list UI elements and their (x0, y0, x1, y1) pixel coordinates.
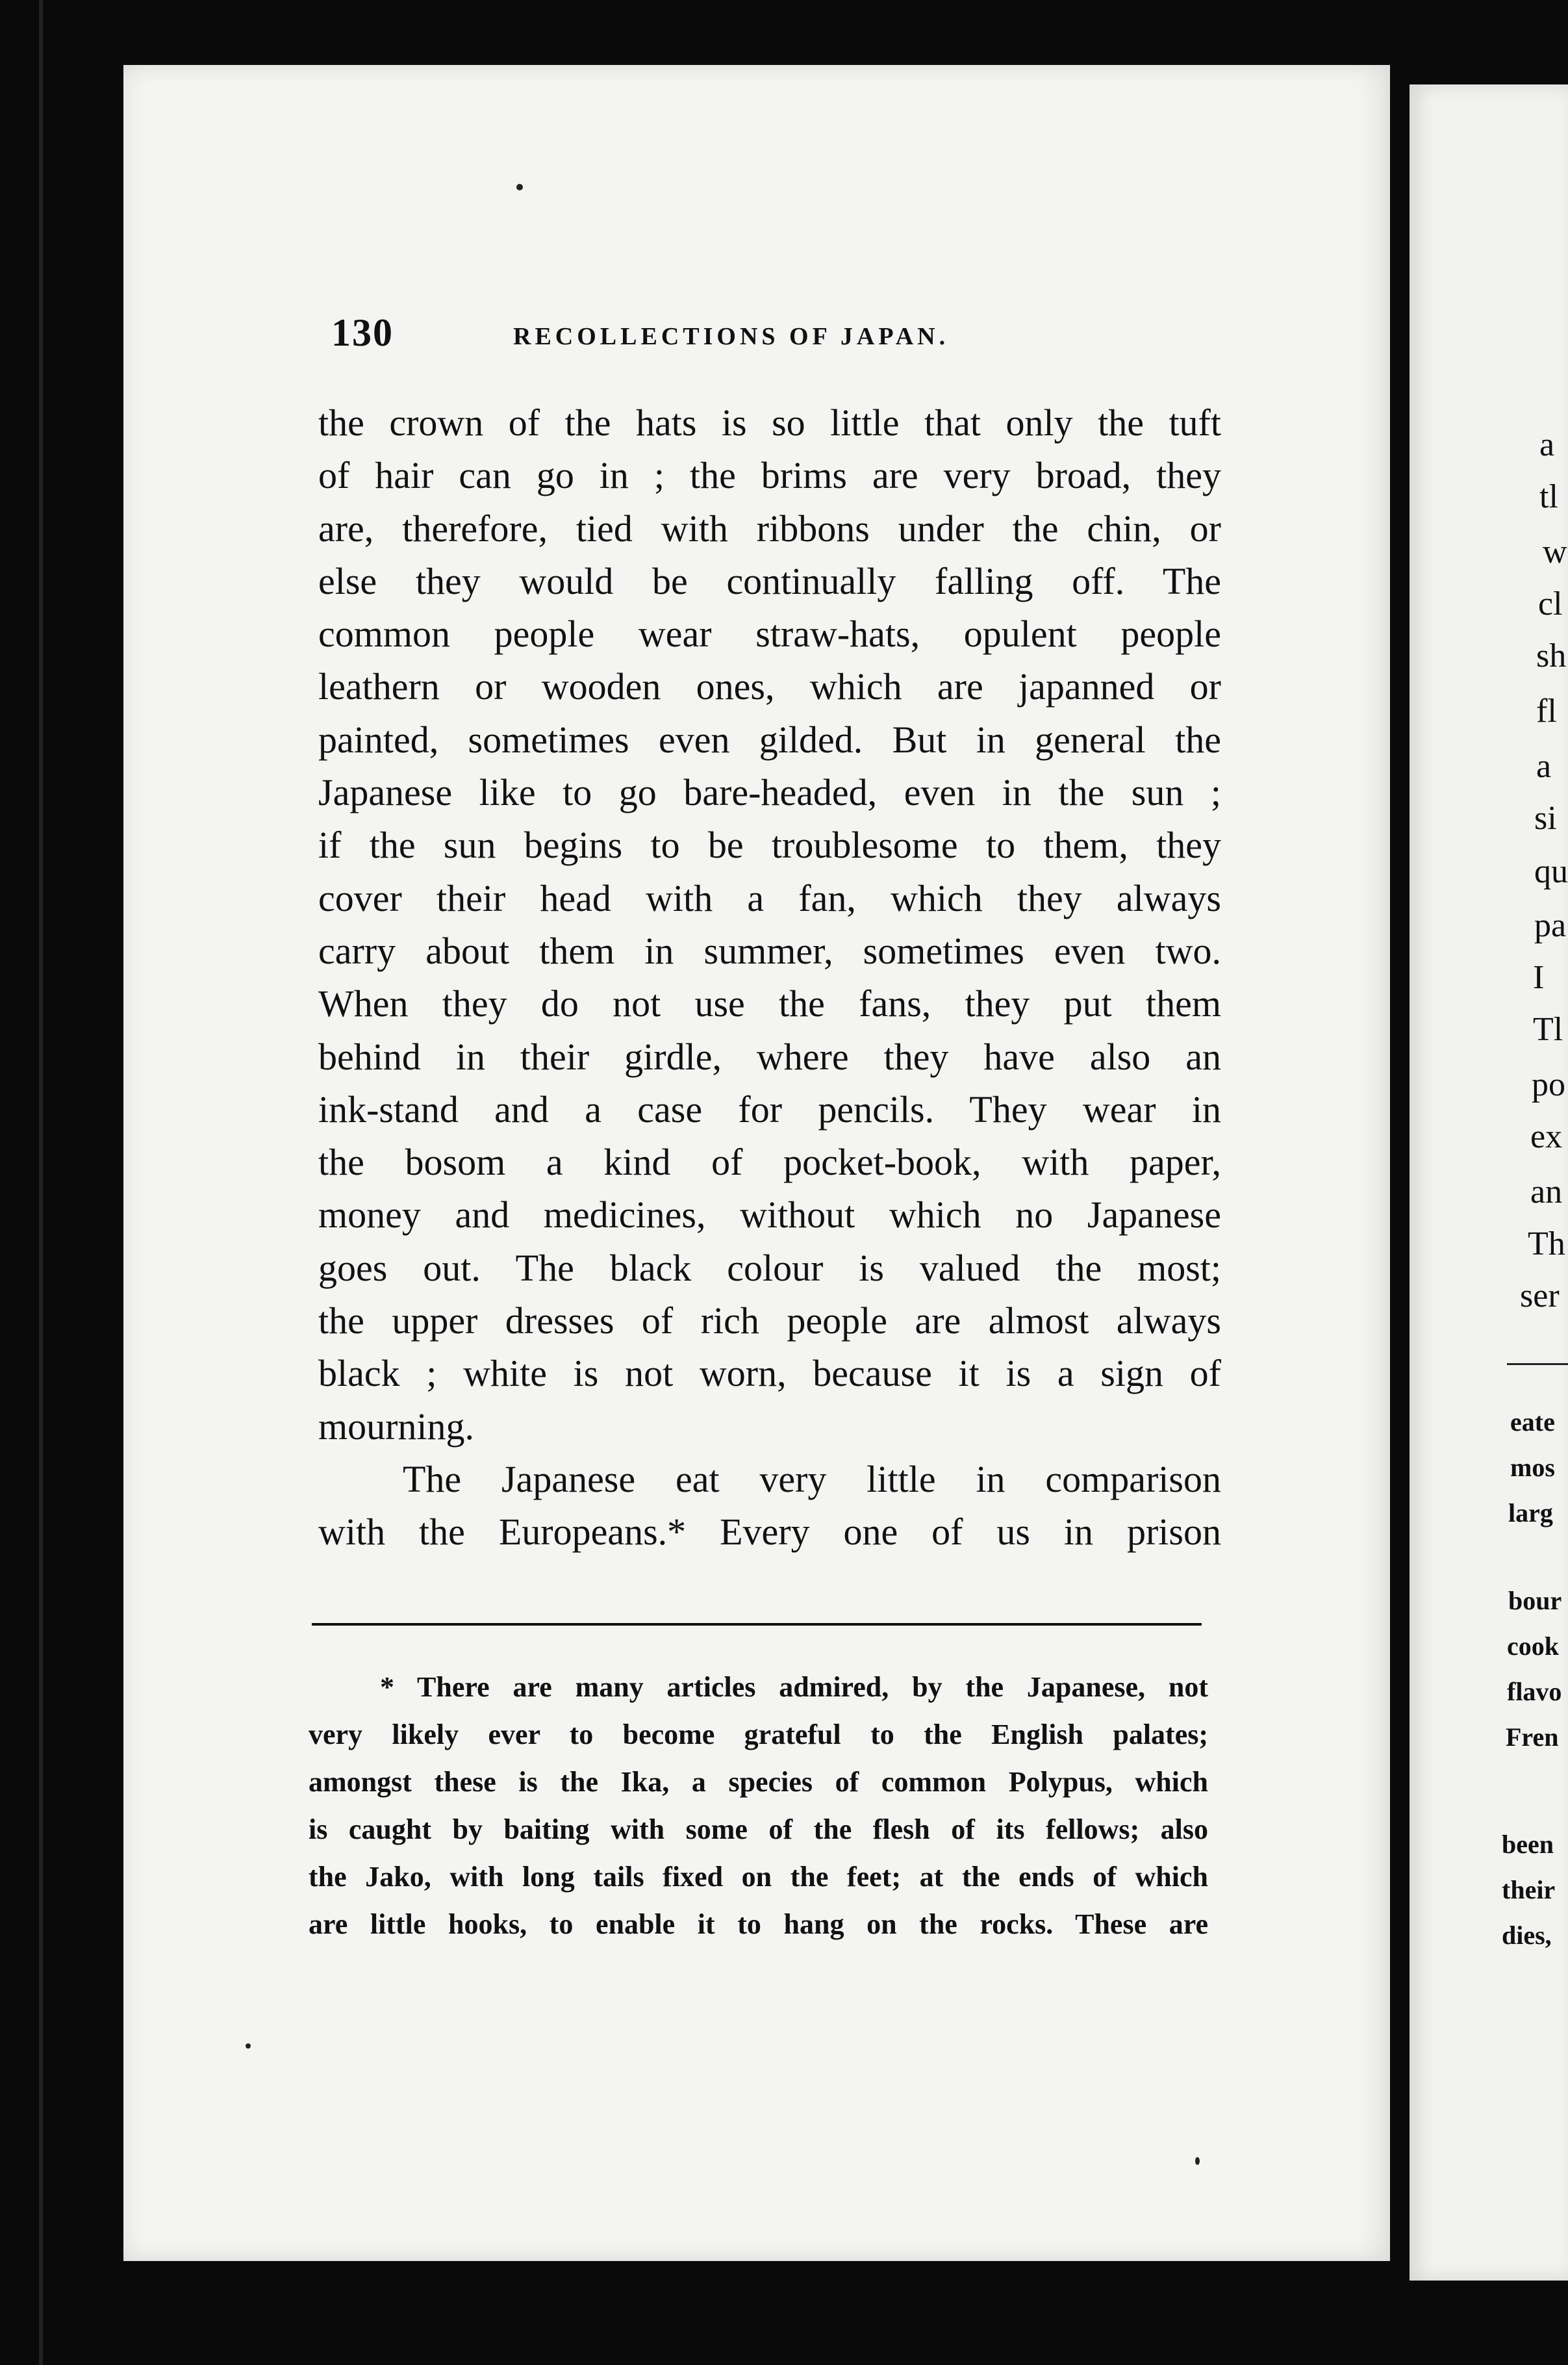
footnote-line: * There are many articles admired, by the Japanese, not (380, 1671, 1208, 1703)
facing-page-fragment: Th (1528, 1225, 1565, 1262)
facing-page-footnote-fragment: their (1502, 1875, 1556, 1904)
facing-page-footnote-fragment: been (1502, 1830, 1554, 1859)
facing-page-fragment: a (1539, 426, 1555, 463)
facing-page-fragment: po (1532, 1066, 1565, 1103)
text-line: else they would be continually falling off. The (318, 559, 1221, 602)
footnote-line: very likely ever to become grateful to the English palates; (309, 1719, 1208, 1750)
text-line: goes out. The black colour is valued the most; (318, 1246, 1221, 1289)
text-line: behind in their girdle, where they have also an (318, 1035, 1221, 1078)
facing-page-footnote-fragment: Fren (1506, 1722, 1559, 1752)
facing-page-fragment: si (1534, 800, 1557, 837)
page-header (331, 311, 1241, 369)
text-line: leathern or wooden ones, which are japanned or (318, 665, 1221, 708)
footnote-line: is caught by baiting with some of the flesh of its fellows; also (309, 1813, 1208, 1845)
text-line: cover their head with a fan, which they always (318, 876, 1221, 919)
facing-page-fragment: I (1533, 959, 1545, 996)
text-line: When they do not use the fans, they put them (318, 982, 1221, 1025)
footnote-rule (312, 1623, 1202, 1626)
facing-page-footnote-fragment: cook (1507, 1631, 1559, 1661)
footnote (309, 1663, 1208, 1948)
facing-page-footnote-fragment: larg (1508, 1498, 1553, 1528)
facing-page-fragment: an (1530, 1173, 1563, 1210)
text-line: if the sun begins to be troublesome to them, they (318, 824, 1221, 867)
ink-speck (1195, 2157, 1200, 2165)
text-line: mourning. (318, 1405, 475, 1448)
facing-page-fragment: qu (1534, 853, 1568, 890)
footnote-line: the Jako, with long tails fixed on the feet; at the ends of which (309, 1861, 1208, 1893)
page-number: 130 (331, 311, 394, 354)
facing-page-fragment: ser (1520, 1277, 1560, 1314)
text-line: the upper dresses of rich people are almost always (318, 1299, 1221, 1342)
facing-page-fragment: cl (1538, 585, 1563, 622)
facing-page-fragment: ex (1530, 1118, 1563, 1155)
facing-page-footnote-fragment: bour (1508, 1586, 1562, 1615)
facing-page-footnote-fragment: eate (1510, 1407, 1555, 1437)
book-spine-edge (39, 0, 43, 2365)
facing-page-footnote-fragment: dies, (1502, 1921, 1552, 1950)
paragraph-start-line: The Japanese eat very little in comparison (403, 1457, 1221, 1500)
facing-page-footnote-fragment: mos (1510, 1453, 1555, 1482)
text-line: ink-stand and a case for pencils. They wear in (318, 1088, 1221, 1131)
facing-page-footnote-fragment: flavo (1507, 1677, 1562, 1706)
body-text (318, 396, 1221, 1559)
text-line: are, therefore, tied with ribbons under the chin, or (318, 507, 1221, 550)
text-line: the crown of the hats is so little that only the tuft (318, 402, 1221, 444)
footnote-line: are little hooks, to enable it to hang on the rocks. These are (309, 1908, 1208, 1940)
facing-page-fragment: sh (1536, 637, 1567, 674)
text-line: painted, sometimes even gilded. But in general the (318, 718, 1221, 761)
text-line: money and medicines, without which no Japanese (318, 1194, 1221, 1236)
footnote-line: amongst these is the Ika, a species of common Polypus, which (309, 1766, 1208, 1798)
facing-page-fragment: Tl (1533, 1011, 1563, 1048)
text-line: of hair can go in ; the brims are very broad, they (318, 454, 1221, 497)
text-line: Japanese like to go bare-headed, even in the sun ; (318, 771, 1221, 814)
text-line: common people wear straw-hats, opulent people (318, 613, 1221, 656)
text-line: with the Europeans.* Every one of us in prison (318, 1511, 1221, 1553)
running-head: RECOLLECTIONS OF JAPAN. (513, 323, 950, 350)
text-line: the bosom a kind of pocket-book, with paper, (318, 1141, 1221, 1184)
text-line: carry about them in summer, sometimes even two. (318, 929, 1221, 972)
text-line: black ; white is not worn, because it is a sign of (318, 1352, 1221, 1395)
ink-speck (246, 2043, 251, 2049)
ink-speck (516, 184, 523, 190)
facing-page-fragment: pa (1534, 907, 1567, 944)
facing-page-footnote-rule (1507, 1363, 1568, 1365)
facing-page-fragment: w (1543, 533, 1567, 570)
facing-page-fragment: tl (1539, 478, 1558, 515)
facing-page-fragment: fl (1536, 693, 1557, 730)
facing-page-fragment: a (1536, 748, 1552, 785)
